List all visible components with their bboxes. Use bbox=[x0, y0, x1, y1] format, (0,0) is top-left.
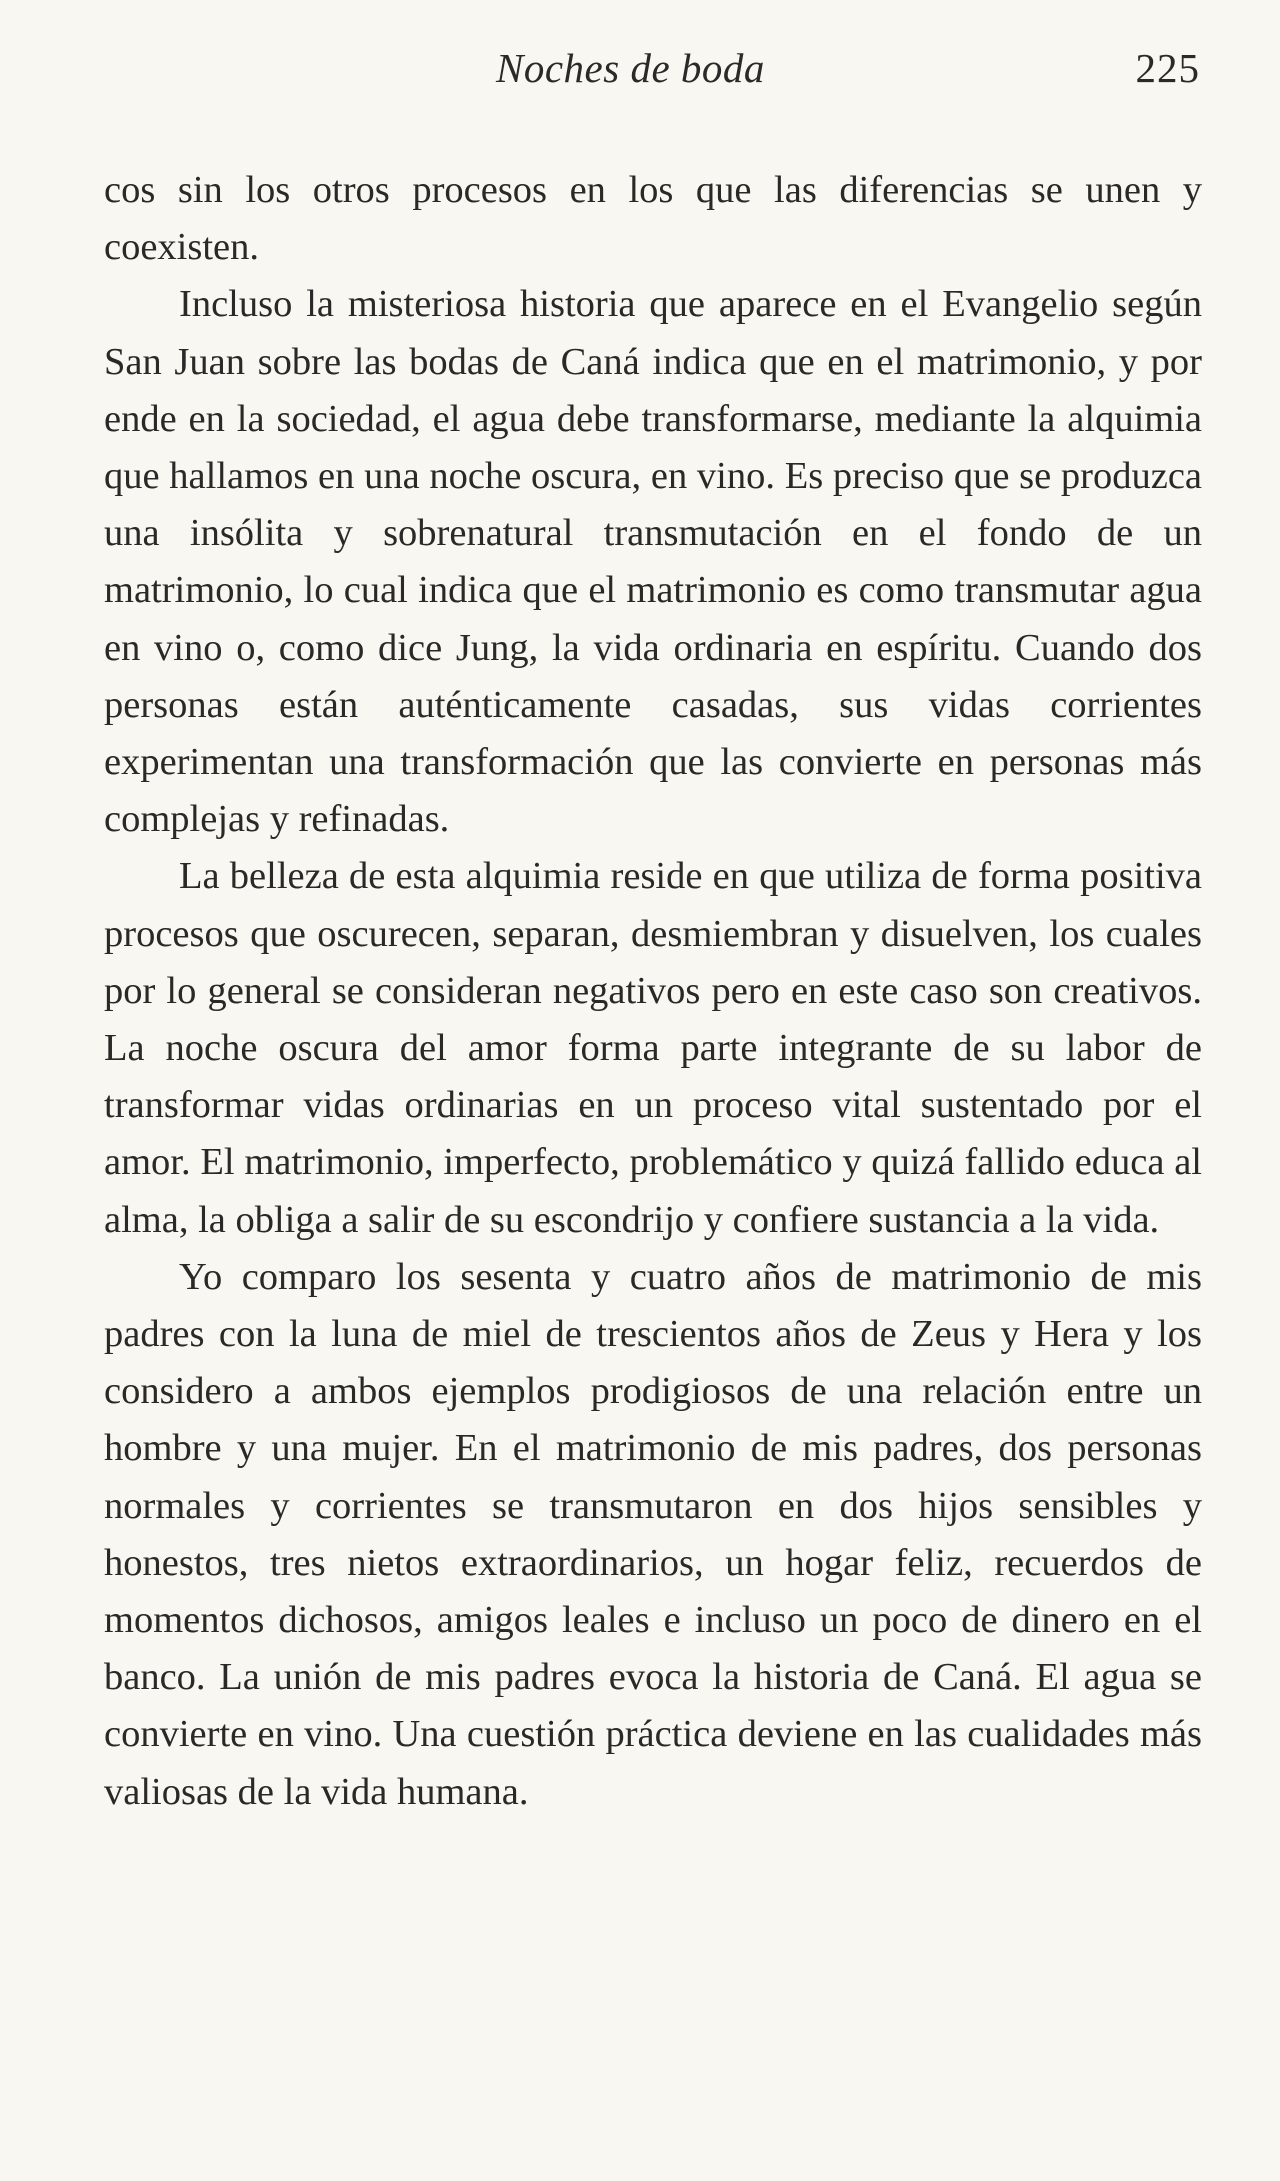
paragraph-continuation: cos sin los otros procesos en los que las diferencias se unen y coexisten. bbox=[104, 169, 1202, 269]
paragraph-alchemy: La belleza de esta alquimia reside en que utiliza de forma positiva procesos que oscurecen, separan, desmiembran y disuelven, los cuales por lo general se consideran negativos pero en este caso son creativos. La noche oscura del amor forma parte integrante de su labor de transformar vidas ordinarias en un proceso vital sustentado por el amor. El matrimonio, imperfecto, problemático y quizá fallido educa al alma, la obliga a salir de su escondrijo y confiere sustancia a la vida. bbox=[104, 855, 1202, 1241]
page-number: 225 bbox=[1135, 45, 1200, 91]
running-header bbox=[0, 44, 1280, 104]
paragraph-cana: Incluso la misteriosa historia que aparece en el Evangelio según San Juan sobre las bodas de Caná indica que en el matrimonio, y por ende en la sociedad, el agua debe transformarse, mediante la alquimia que hallamos en una noche oscura, en vino. Es preciso que se produzca una insólita y sobrenatural transmutación en el fondo de un matrimonio, lo cual indica que el matrimonio es como transmutar agua en vino o, como dice Jung, la vida ordinaria en espíritu. Cuando dos personas están auténticamente casadas, sus vidas corrientes experimentan una transformación que las convierte en personas más complejas y refinadas. bbox=[104, 283, 1202, 841]
page-body bbox=[104, 162, 1202, 1821]
chapter-title: Noches de boda bbox=[496, 45, 765, 91]
paragraph-parents: Yo comparo los sesenta y cuatro años de matrimonio de mis padres con la luna de miel de trescientos años de Zeus y Hera y los considero a ambos ejemplos prodigiosos de una relación entre un hombre y una mujer. En el matrimonio de mis padres, dos personas normales y corrientes se transmutaron en dos hijos sensibles y honestos, tres nietos extraordinarios, un hogar feliz, recuerdos de momentos dichosos, amigos leales e incluso un poco de dinero en el banco. La unión de mis padres evoca la historia de Caná. El agua se convierte en vino. Una cuestión práctica deviene en las cualidades más valiosas de la vida humana. bbox=[104, 1255, 1202, 1813]
